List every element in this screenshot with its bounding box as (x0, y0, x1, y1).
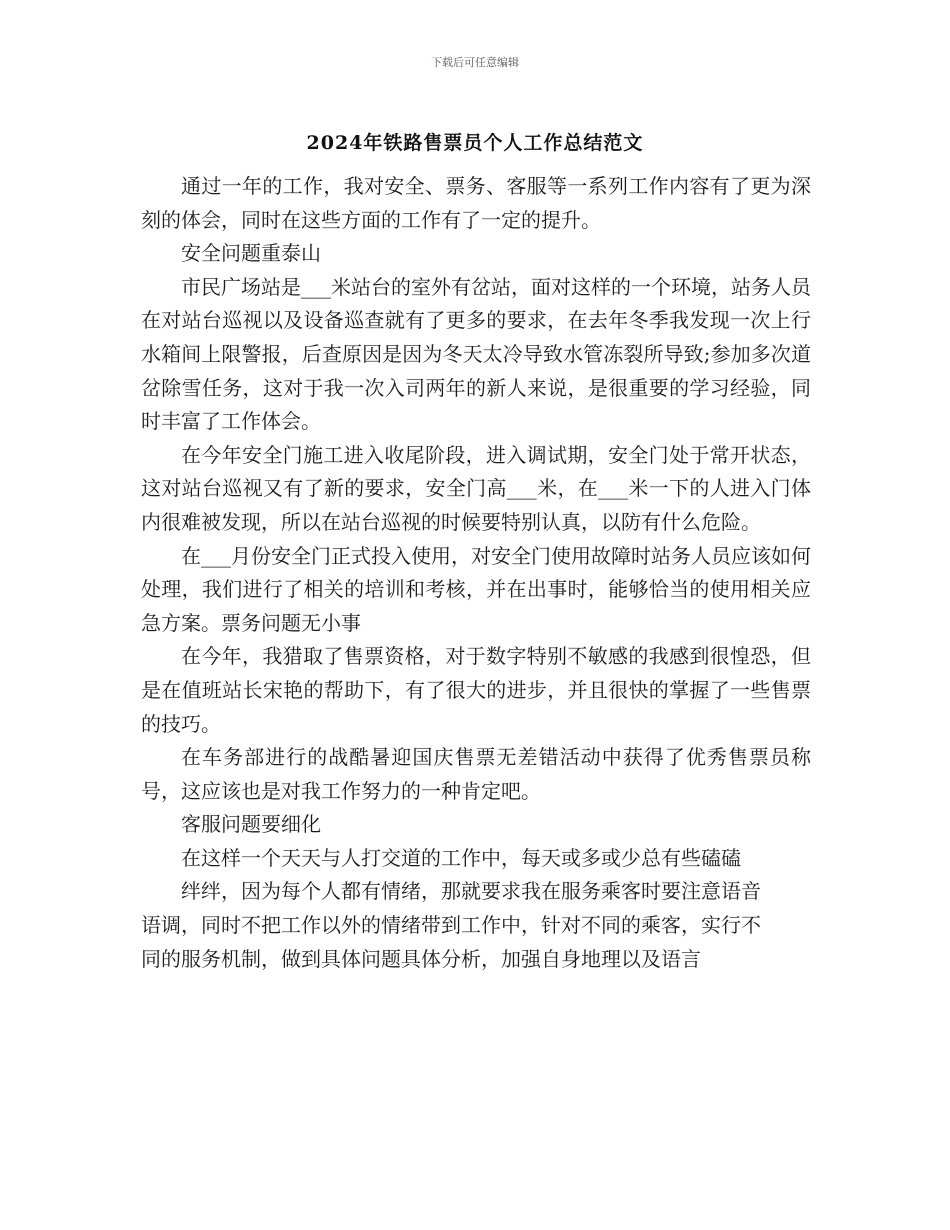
paragraph-line: 语调，同时不把工作以外的情绪带到工作中，针对不同的乘客，实行不 (141, 913, 761, 938)
section-heading-safety: 安全问题重泰山 (181, 241, 321, 266)
paragraph-safety-station: 市民广场站是___米站台的室外有岔站，面对这样的一个环境，站务人员在对站台巡视以及设备巡查就有了更多的要求，在去年冬季我发现一次上行水箱间上限警报，后查原因是因为冬天太冷导致水管冻裂所导致;参加多次道岔除雪任务，这对于我一次入司两年的新人来说，是很重要的学习经验，同时丰富了工作体会。 (141, 274, 811, 434)
section-heading-service: 客服问题要细化 (181, 812, 321, 837)
header-note: 下载后可任意编辑 (431, 56, 519, 69)
paragraph-ticketing-award: 在车务部进行的战酷暑迎国庆售票无差错活动中获得了优秀售票员称号，这应该也是对我工作努力的一种肯定吧。 (141, 745, 811, 803)
paragraph-ticketing-qualification: 在今年，我猎取了售票资格，对于数字特别不敏感的我感到很惶恐，但是在值班站长宋艳的帮助下，有了很大的进步，并且很快的掌握了一些售票的技巧。 (141, 644, 811, 736)
paragraph-line: 同的服务机制，做到具体问题具体分析，加强自身地理以及语言 (141, 946, 701, 971)
paragraph-safety-door-construction: 在今年安全门施工进入收尾阶段，进入调试期，安全门处于常开状态，这对站台巡视又有了新的要求，安全门高___米，在___米一下的人进入门体内很难被发现，所以在站台巡视的时候要特别认真，以防有什么危险。 (141, 442, 811, 534)
paragraph-intro: 通过一年的工作，我对安全、票务、客服等一系列工作内容有了更为深刻的体会，同时在这些方面的工作有了一定的提升。 (141, 174, 811, 232)
document-body (141, 170, 811, 976)
document-title: 2024年铁路售票员个人工作总结范文 (306, 132, 644, 154)
paragraph-safety-door-operation: 在___月份安全门正式投入使用，对安全门使用故障时站务人员应该如何处理，我们进行了相关的培训和考核，并在出事时，能够恰当的使用相关应急方案。票务问题无小事 (141, 543, 811, 635)
paragraph-service-detail (141, 875, 811, 976)
paragraph-line: 绊绊，因为每个人都有情绪，那就要求我在服务乘客时要注意语音 (181, 879, 761, 904)
paragraph-service-intro: 在这样一个天天与人打交道的工作中，每天或多或少总有些磕磕 (181, 845, 741, 870)
